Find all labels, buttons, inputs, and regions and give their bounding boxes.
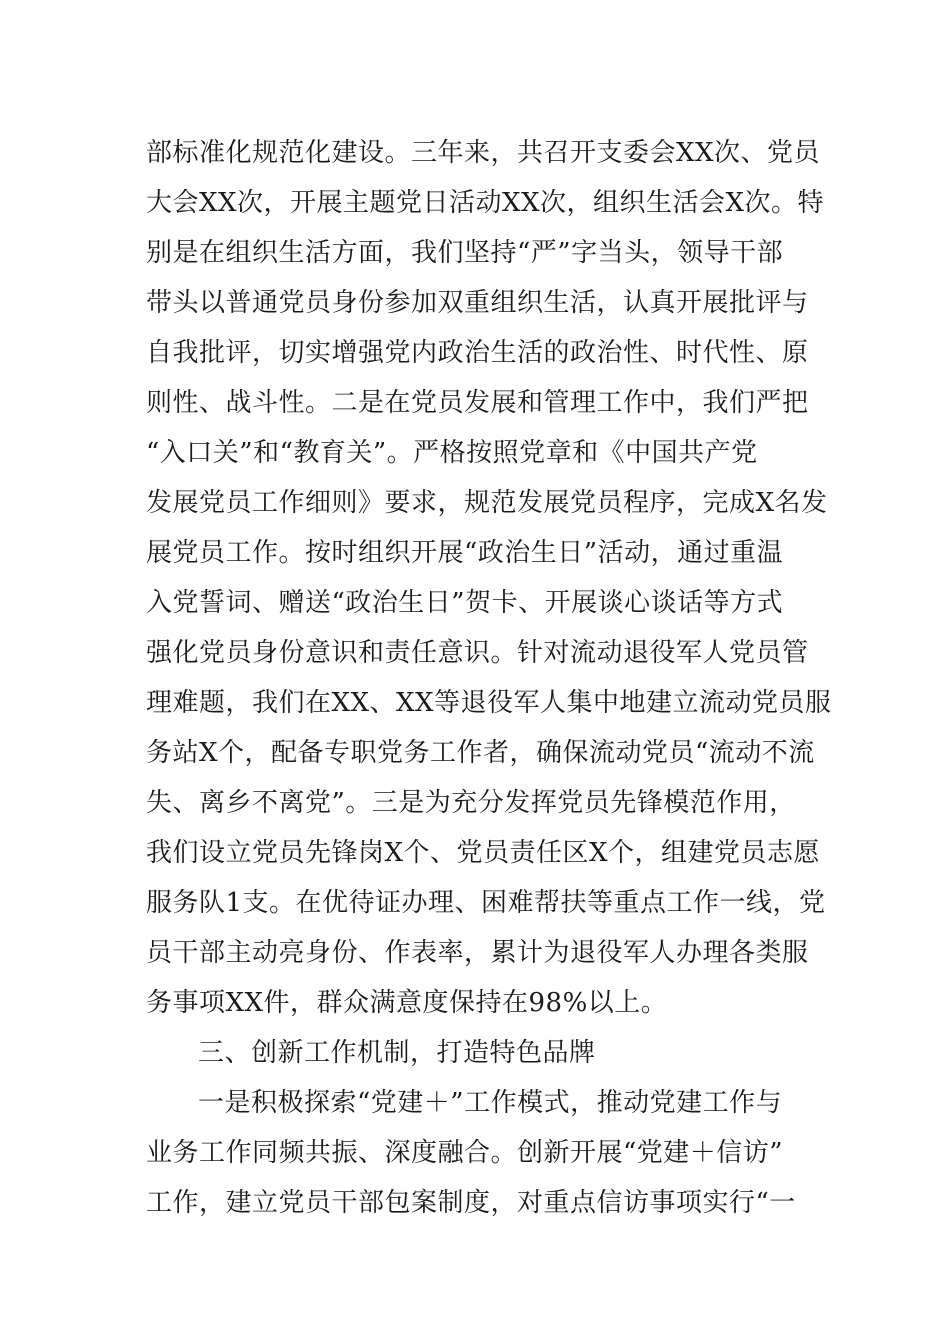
body-text-line: 带头以普通党员身份参加双重组织生活，认真开展批评与: [146, 288, 809, 318]
body-text-line: 一是积极探索“党建＋”工作模式，推动党建工作与: [198, 1088, 783, 1118]
body-text-line: 发展党员工作细则》要求，规范发展党员程序，完成X名发: [146, 488, 828, 518]
body-text-line: 业务工作同频共振、深度融合。创新开展“党建＋信访”: [146, 1138, 784, 1168]
body-text-line: 部标准化规范化建设。三年来，共召开支委会XX次、党员: [146, 138, 821, 168]
body-text-line: 务站X个，配备专职党务工作者，确保流动党员“流动不流: [146, 738, 815, 768]
body-text-line: 工作，建立党员干部包案制度，对重点信访事项实行“一: [146, 1188, 796, 1218]
body-text-line: 员干部主动亮身份、作表率，累计为退役军人办理各类服: [146, 938, 809, 968]
body-text-line: 大会XX次，开展主题党日活动XX次，组织生活会X次。特: [146, 188, 825, 218]
body-text-line: 入党誓词、赠送“政治生日”贺卡、开展谈心谈话等方式: [146, 588, 784, 618]
body-text-line: 我们设立党员先锋岗X个、党员责任区X个，组建党员志愿: [146, 838, 821, 868]
body-text-line: 理难题，我们在XX、XX等退役军人集中地建立流动党员服: [146, 688, 832, 718]
section-heading: 三、创新工作机制，打造特色品牌: [198, 1038, 596, 1068]
body-text-line: 失、离乡不离党”。三是为充分发挥党员先锋模范作用，: [146, 788, 796, 818]
body-text-line: 展党员工作。按时组织开展“政治生日”活动，通过重温: [146, 538, 784, 568]
body-text-line: 别是在组织生活方面，我们坚持“严”字当头，领导干部: [146, 238, 784, 268]
body-text-line: 服务队1支。在优待证办理、困难帮扶等重点工作一线，党: [146, 888, 826, 918]
body-text-line: 则性、战斗性。二是在党员发展和管理工作中，我们严把: [146, 388, 809, 418]
body-text-line: 自我批评，切实增强党内政治生活的政治性、时代性、原: [146, 338, 809, 368]
body-text-line: 务事项XX件，群众满意度保持在98%以上。: [146, 988, 668, 1018]
body-text-line: “入口关”和“教育关”。严格按照党章和《中国共产党: [146, 438, 758, 468]
body-text-line: 强化党员身份意识和责任意识。针对流动退役军人党员管: [146, 638, 809, 668]
